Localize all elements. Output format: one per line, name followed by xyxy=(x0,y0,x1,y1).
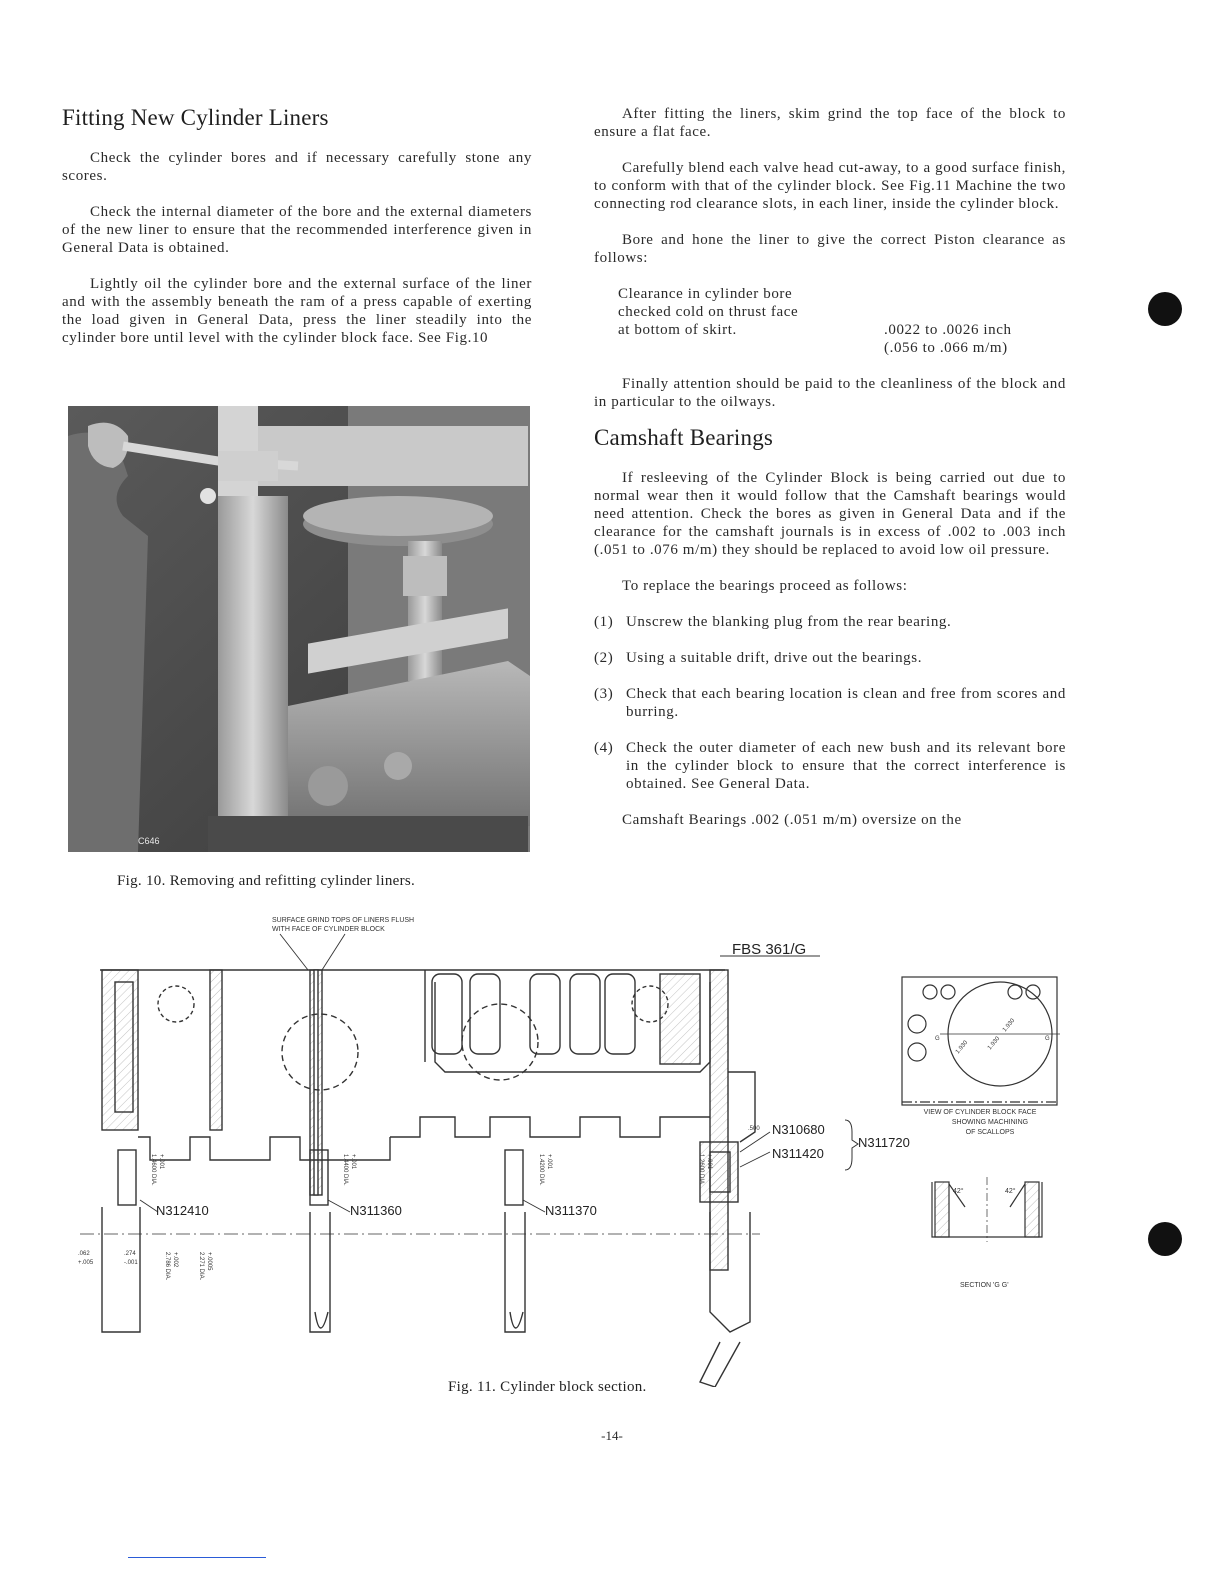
dimension: 1.4200 DIA. xyxy=(538,1154,544,1186)
section-angle: 42° xyxy=(953,1188,964,1195)
section-angle: 42° xyxy=(1005,1188,1016,1195)
view-caption: VIEW OF CYLINDER BLOCK FACE xyxy=(923,1109,1037,1116)
view-label-g: G xyxy=(935,1036,940,1042)
step-text: Check the outer diameter of each new bush and its relevant bore in the cylinder block to ensure that the correct interference is obtained. See General Data. xyxy=(626,740,1066,792)
right-column xyxy=(594,105,1066,847)
view-dimension: 1.930 xyxy=(1001,1017,1017,1034)
part-label: N311370 xyxy=(545,1203,597,1218)
list-item xyxy=(594,649,1066,667)
dimension: .500 xyxy=(748,1126,760,1132)
paragraph: To replace the bearings proceed as follows: xyxy=(622,578,908,594)
view-caption: SHOWING MACHINING xyxy=(951,1119,1029,1126)
step-text: Check that each bearing location is clean and free from scores and burring. xyxy=(626,686,1066,720)
paragraph: Camshaft Bearings .002 (.051 m/m) oversize on the xyxy=(622,812,962,828)
part-label: N312410 xyxy=(156,1203,209,1218)
dimension: +.005 xyxy=(78,1260,94,1266)
dimension: .062 xyxy=(78,1251,90,1257)
dimension: 2.786 DIA. xyxy=(164,1252,170,1281)
photo-code: C646 xyxy=(138,836,160,846)
part-label: N311720 xyxy=(858,1135,910,1150)
dimension: +.001 xyxy=(350,1154,356,1170)
view-dimension: 1.930 xyxy=(986,1035,1002,1052)
dimension: +.0005 xyxy=(206,1252,212,1271)
view-label-g: G xyxy=(1045,1036,1050,1042)
paragraph: Finally attention should be paid to the cleanliness of the block and in particular to the oilways. xyxy=(594,376,1066,410)
dimension: +.002 xyxy=(172,1252,178,1268)
binder-hole xyxy=(1148,292,1182,326)
clearance-value: .0022 to .0026 inch xyxy=(884,322,1012,338)
list-item xyxy=(594,739,1066,793)
clearance-spec xyxy=(594,285,1066,357)
dimension: +.001 xyxy=(706,1154,712,1170)
dimension: -.001 xyxy=(124,1260,138,1266)
section-heading-liners: Fitting New Cylinder Liners xyxy=(62,105,329,130)
dimension: 1.4400 DIA. xyxy=(342,1154,348,1186)
step-number: (3) xyxy=(594,686,614,702)
dimension: 2.271 DIA. xyxy=(198,1252,204,1281)
section-heading-camshaft: Camshaft Bearings xyxy=(594,425,774,450)
step-text: Using a suitable drift, drive out the bearings. xyxy=(626,650,923,666)
page-number: -14- xyxy=(601,1428,623,1443)
paragraph: If resleeving of the Cylinder Block is being carried out due to normal wear then it would follow that the Camshaft bearings would need attention. Check the bores as given in General Data and if the clearance for the camshaft journals is in excess of .002 to .003 inch (.051 to .076 m/m) they should be replaced to avoid low oil pressure. xyxy=(594,470,1066,558)
view-caption: OF SCALLOPS xyxy=(965,1129,1015,1136)
dimension: .274 xyxy=(124,1251,136,1257)
step-number: (1) xyxy=(594,614,614,630)
step-text: Unscrew the blanking plug from the rear bearing. xyxy=(626,614,952,630)
step-list xyxy=(594,613,1066,793)
part-label: N311360 xyxy=(350,1203,402,1218)
fig10-photo xyxy=(68,406,530,852)
list-item xyxy=(594,613,1066,631)
paragraph: Lightly oil the cylinder bore and the external surface of the liner and with the assembly beneath the ram of a press capable of exerting the load given in General Data, press the liner steadily into the cylinder bore until level with the cylinder block face. See Fig.10 xyxy=(62,276,532,346)
clearance-line: checked cold on thrust face xyxy=(618,304,799,320)
fig10-caption: Fig. 10. Removing and refitting cylinder liners. xyxy=(117,873,416,889)
list-item xyxy=(594,685,1066,721)
section-caption: SECTION 'G G' xyxy=(960,1282,1009,1289)
dimension: +.001 xyxy=(158,1154,164,1170)
divider xyxy=(128,1557,266,1558)
view-dimension: 1.930 xyxy=(954,1039,970,1056)
paragraph: Check the cylinder bores and if necessary carefully stone any scores. xyxy=(62,150,532,184)
paragraph: Carefully blend each valve head cut-away, to a good surface finish, to conform with that of the cylinder block. See Fig.11 Machine the two connecting rod clearance slots, in each liner, inside the cylinder block. xyxy=(594,160,1066,212)
step-number: (4) xyxy=(594,740,614,756)
binder-hole xyxy=(1148,1222,1182,1256)
paragraph: Bore and hone the liner to give the correct Piston clearance as follows: xyxy=(594,232,1066,266)
left-column xyxy=(62,105,532,365)
dimension: 1.2600 DIA. xyxy=(698,1154,704,1186)
step-number: (2) xyxy=(594,650,614,666)
paragraph: Check the internal diameter of the bore and the external diameters of the new liner to ensure that the recommended interference given in General Data is obtained. xyxy=(62,204,532,256)
drawing-number: FBS 361/G xyxy=(732,941,807,958)
drawing-note: WITH FACE OF CYLINDER BLOCK xyxy=(272,926,385,933)
dimension: +.001 xyxy=(546,1154,552,1170)
clearance-value-metric: (.056 to .066 m/m) xyxy=(884,340,1008,356)
dimension: 1.4600 DIA. xyxy=(150,1154,156,1186)
clearance-line: Clearance in cylinder bore xyxy=(618,286,793,302)
clearance-line: at bottom of skirt. xyxy=(618,322,737,338)
drawing-note: SURFACE GRIND TOPS OF LINERS FLUSH xyxy=(272,917,415,924)
part-label: N310680 xyxy=(772,1122,825,1137)
fig11-caption: Fig. 11. Cylinder block section. xyxy=(448,1379,647,1395)
part-label: N311420 xyxy=(772,1146,824,1161)
fig11-drawing xyxy=(60,912,1070,1387)
paragraph: After fitting the liners, skim grind the top face of the block to ensure a flat face. xyxy=(594,106,1066,140)
